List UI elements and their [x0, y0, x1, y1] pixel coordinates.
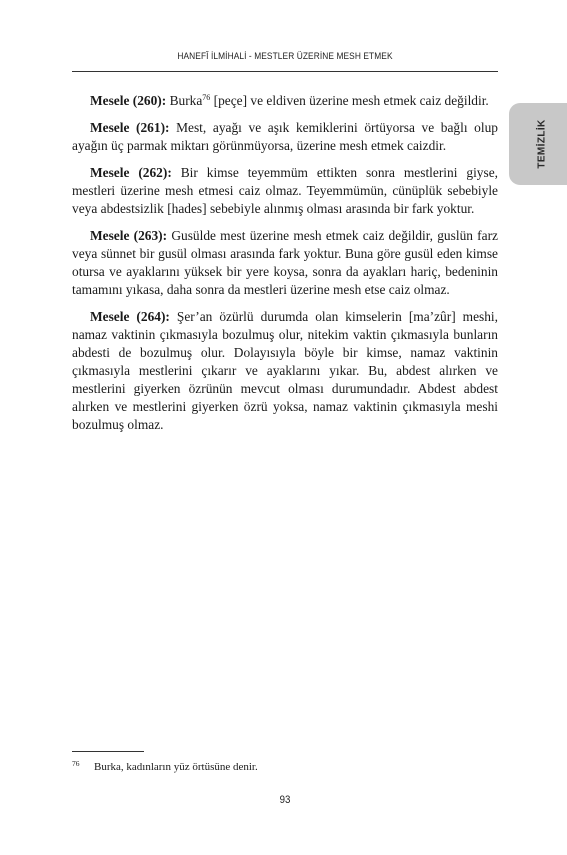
paragraph-text: [peçe] ve eldiven üzerine mesh etmek caiz değildir.	[210, 93, 489, 108]
paragraph-text: Gusülde mest üzerine mesh etmek caiz değildir, guslün farz veya sünnet bir gusül olması arasında fark yoktur. Buna göre gusül eden kimse otursa ve ayaklarını yüksek bir yere koysa, sonra da ayakları hariç, bedeninin tamamını yıkasa, daha sonra da mestleri üzerine mesh etse caiz olmaz.	[72, 228, 498, 297]
footnote	[72, 760, 498, 774]
paragraph-text: Mest, ayağı ve aşık kemiklerini örtüyorsa ve bağlı olup ayağın üç parmak miktarı görünmüyorsa, üzerine mesh etmek caizdir.	[72, 120, 498, 153]
footnote-reference: 76	[202, 93, 211, 102]
header-rule	[72, 71, 498, 72]
mesele-260-paragraph	[72, 92, 498, 110]
mesele-263-paragraph	[72, 227, 498, 299]
running-head: HANEFÎ İLMİHALİ - MESTLER ÜZERİNE MESH ETMEK	[177, 51, 393, 62]
footnote-rule	[72, 751, 144, 752]
footnote-text: Burka, kadınların yüz örtüsüne denir.	[94, 761, 258, 773]
mesele-label: Mesele (262):	[90, 165, 172, 180]
mesele-264-paragraph	[72, 308, 498, 434]
paragraph-text: Şer’an özürlü durumda olan kimselerin [ma’zûr] meshi, namaz vaktinin çıkmasıyla bozulmuş olur, nitekim vaktin çıkmasıyla bunların abdesti de bozulmuş olur. Dolayısıyla böyle bir kimse, namaz vaktinin çıkmasıyla mestlerini çıkarır ve ayaklarını yıkar. Bu, abdest alırken ve mestlerini giyerken özrünün mevcut olması durumundadır. Abdest abdest alırken ve mestlerini giyerken özrü yoksa, namaz vaktinin çıkmasıyla meshi bozulmuş olmaz.	[72, 309, 499, 432]
page-number: 93	[279, 794, 291, 806]
section-thumb-tab	[509, 103, 567, 185]
paragraph-text: Bir kimse teyemmüm ettikten sonra mestlerini giyse, mestleri üzerine mesh etmesi caiz olmaz. Teyemmümün, cünüplük sebebiyle veya abdestsizlik [hades] sebebiyle alınmış olması arasında bir fark yoktur.	[72, 165, 498, 216]
mesele-label: Mesele (261):	[90, 120, 170, 135]
footnote-number: 76	[72, 759, 80, 768]
paragraph-text: Burka	[166, 93, 203, 108]
mesele-261-paragraph	[72, 119, 498, 155]
mesele-label: Mesele (263):	[90, 228, 168, 243]
section-tab-label: TEMİZLİK	[536, 119, 548, 169]
mesele-label: Mesele (260):	[90, 93, 167, 108]
body-text	[72, 92, 498, 443]
mesele-262-paragraph	[72, 164, 498, 218]
mesele-label: Mesele (264):	[90, 309, 170, 324]
